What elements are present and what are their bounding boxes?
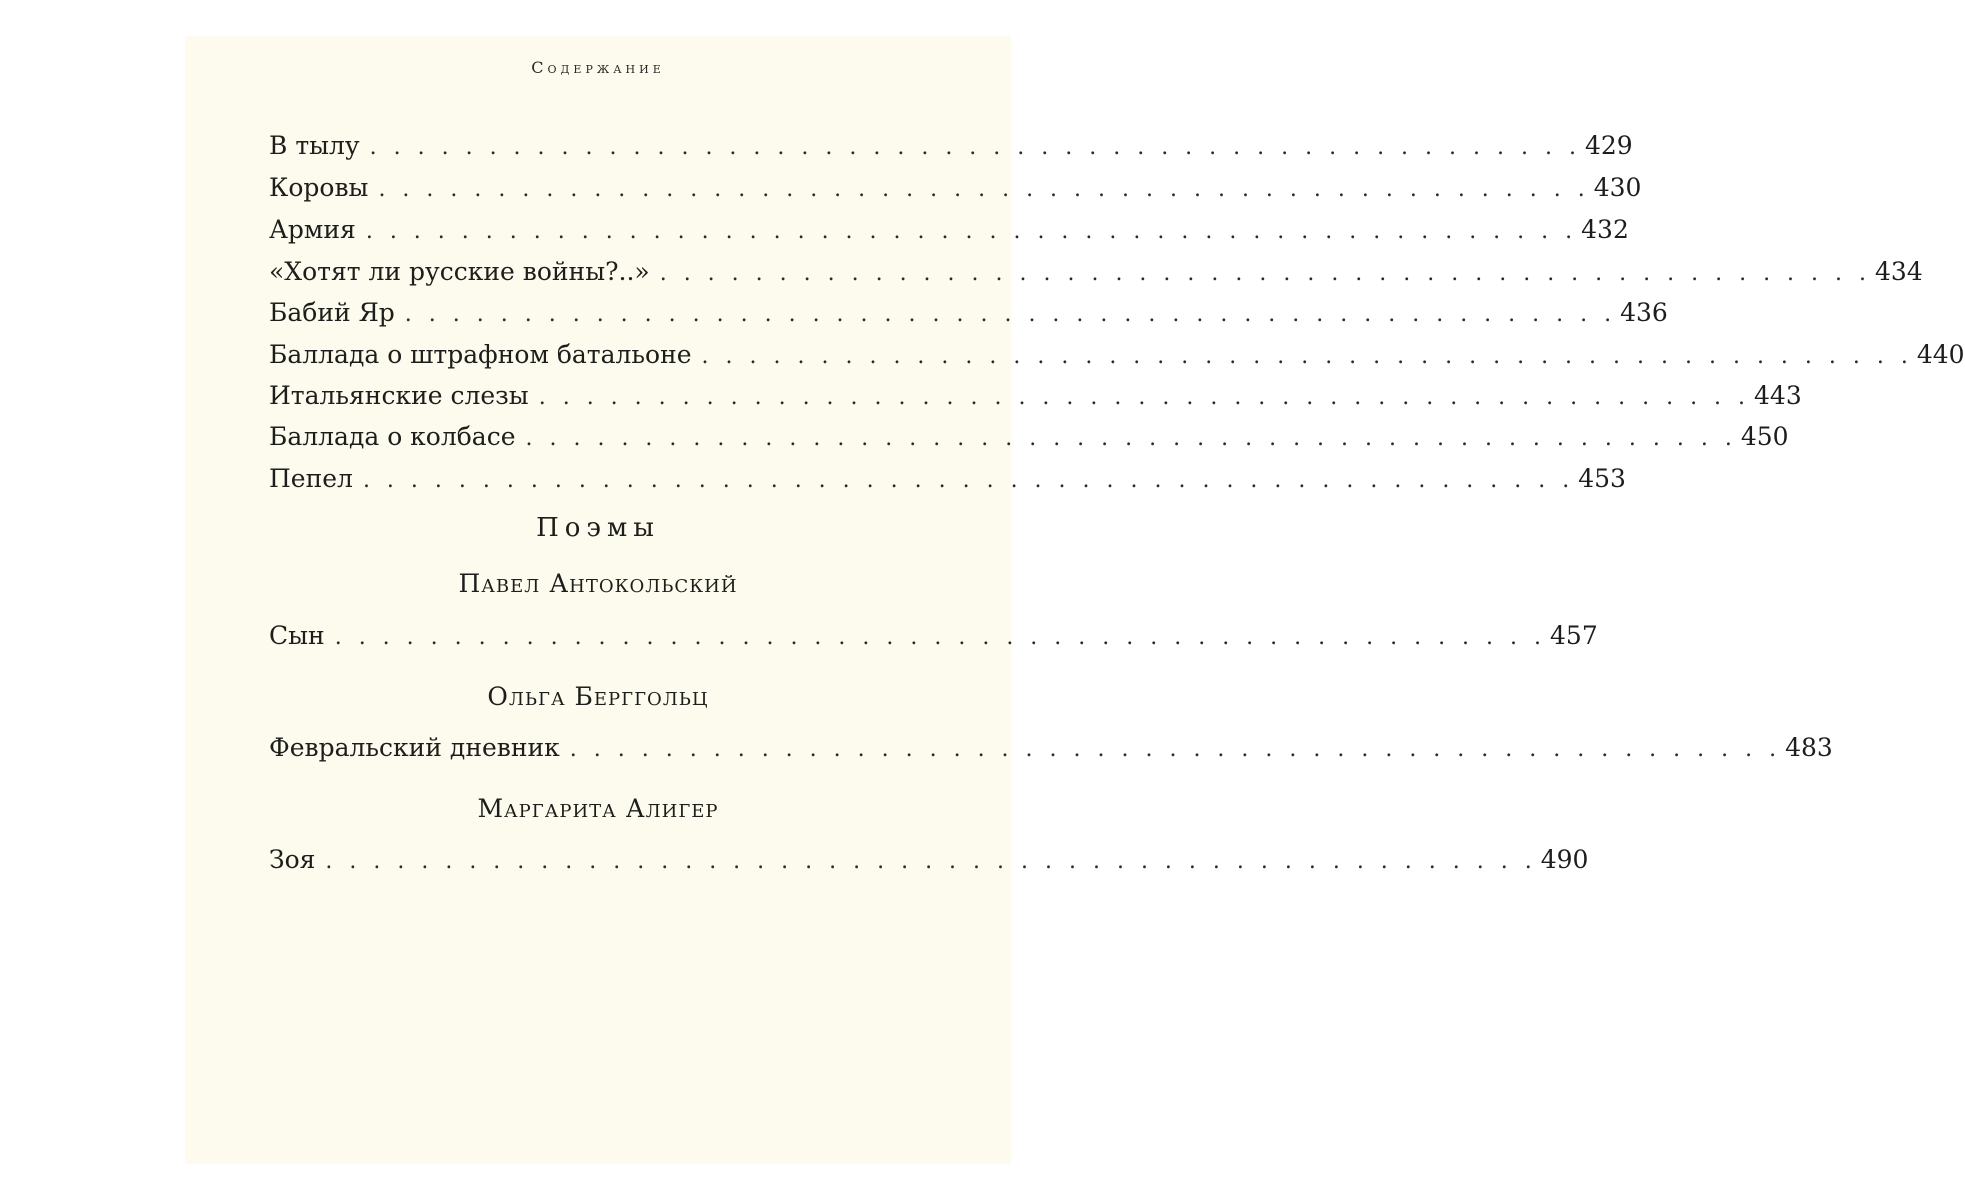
toc-entry [269, 417, 1789, 457]
toc-entry-title: Баллада о колбасе [269, 422, 516, 451]
toc-entry-page: 440 [1916, 340, 1965, 369]
toc-entry-page: 490 [1540, 845, 1589, 874]
toc-entry [269, 168, 1642, 208]
leader-dots: . . . . . . . . . . . . . . . . . . . . . . . . . . . . . . . . . . . . . . . . . . . . . . . . . . . [659, 261, 1872, 286]
leader-dots: . . . . . . . . . . . . . . . . . . . . . . . . . . . . . . . . . . . . . . . . . . . . . . . . . . . [404, 302, 1617, 327]
leader-dots: . . . . . . . . . . . . . . . . . . . . . . . . . . . . . . . . . . . . . . . . . . . . . . . . . . . [378, 177, 1590, 202]
toc-entry-title: Сын [269, 621, 325, 650]
toc-entry-title: Бабий Яр [269, 298, 395, 327]
toc-entry-page: 430 [1593, 173, 1642, 202]
section-heading: Поэмы [536, 513, 660, 543]
toc-entry-title: Зоя [269, 845, 316, 874]
toc-entry [269, 293, 1668, 333]
toc-entry-page: 436 [1620, 298, 1668, 327]
toc-entry-title: Баллада о штрафном батальоне [269, 340, 692, 369]
toc-entry-title: Итальянские слезы [269, 381, 529, 410]
toc-entry [269, 728, 1833, 768]
leader-dots: . . . . . . . . . . . . . . . . . . . . . . . . . . . . . . . . . . . . . . . . . . . . . . . . . . . [569, 737, 1782, 762]
leader-dots: . . . . . . . . . . . . . . . . . . . . . . . . . . . . . . . . . . . . . . . . . . . . . . . . . . . [538, 385, 1751, 410]
author-heading: Маргарита Алигер [477, 794, 719, 823]
leader-dots: . . . . . . . . . . . . . . . . . . . . . . . . . . . . . . . . . . . . . . . . . . . . . . . . . . . [334, 625, 1547, 650]
toc-entry [269, 376, 1802, 416]
leader-dots: . . . . . . . . . . . . . . . . . . . . . . . . . . . . . . . . . . . . . . . . . . . . . . . . . . . [369, 135, 1581, 160]
leader-dots: . . . . . . . . . . . . . . . . . . . . . . . . . . . . . . . . . . . . . . . . . . . . . . . . . . . [701, 344, 1913, 369]
author-heading: Павел Антокольский [458, 569, 738, 598]
toc-entry-page: 450 [1740, 422, 1789, 451]
toc-entry-title: В тылу [269, 131, 360, 160]
toc-entry-page: 443 [1754, 381, 1802, 410]
toc-entry-page: 429 [1584, 131, 1633, 160]
toc-entry-title: Пепел [269, 464, 353, 493]
toc-entry [269, 459, 1626, 499]
leader-dots: . . . . . . . . . . . . . . . . . . . . . . . . . . . . . . . . . . . . . . . . . . . . . . . . . . . [365, 219, 1578, 244]
leader-dots: . . . . . . . . . . . . . . . . . . . . . . . . . . . . . . . . . . . . . . . . . . . . . . . . . . . [525, 426, 1737, 451]
book-page [185, 36, 1965, 1164]
toc-entry-title: Коровы [269, 173, 369, 202]
leader-dots: . . . . . . . . . . . . . . . . . . . . . . . . . . . . . . . . . . . . . . . . . . . . . . . . . . . [362, 468, 1575, 493]
toc-entry-page: 483 [1785, 733, 1833, 762]
toc-entry [269, 840, 1589, 880]
toc-entry [269, 616, 1598, 656]
toc-entry-title: Армия [269, 215, 356, 244]
toc-entry [269, 252, 1923, 292]
leader-dots: . . . . . . . . . . . . . . . . . . . . . . . . . . . . . . . . . . . . . . . . . . . . . . . . . . . [325, 849, 1537, 874]
running-head: Содержание [531, 58, 665, 77]
author-heading: Ольга Берггольц [487, 682, 709, 711]
toc-entry [269, 126, 1633, 166]
toc-entry-page: 457 [1550, 621, 1598, 650]
toc-entry-title: Февральский дневник [269, 733, 560, 762]
toc-entry [269, 335, 1965, 375]
toc-entry-page: 434 [1875, 257, 1923, 286]
toc-entry [269, 210, 1629, 250]
toc-entry-page: 453 [1578, 464, 1626, 493]
toc-entry-page: 432 [1581, 215, 1629, 244]
toc-entry-title: «Хотят ли русские войны?..» [269, 257, 650, 286]
